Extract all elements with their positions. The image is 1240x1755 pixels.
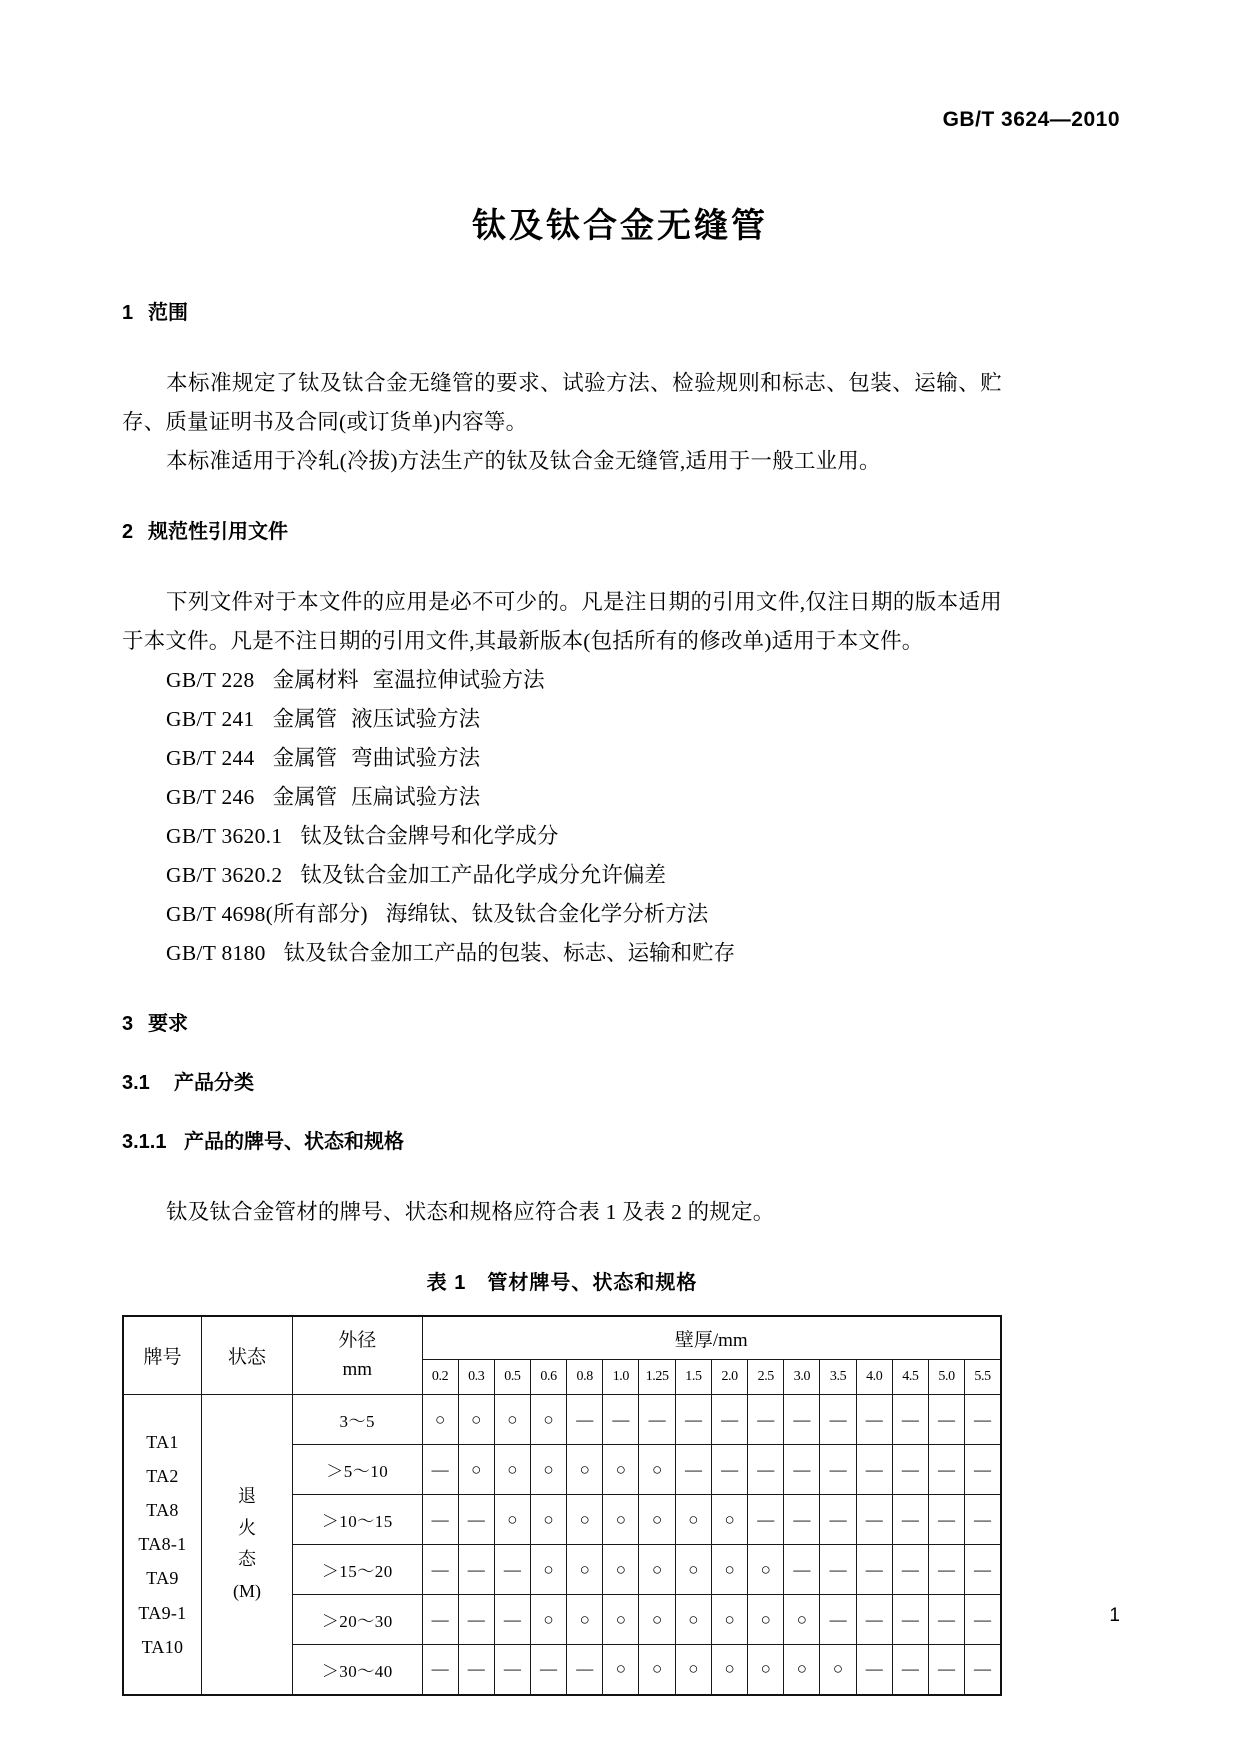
diameter-cell: ＞10～15 (293, 1495, 422, 1545)
spec-cell: — (784, 1495, 820, 1545)
spec-cell: — (494, 1545, 530, 1595)
reference-code: GB/T 3620.1 (166, 824, 283, 848)
spec-cell: — (820, 1595, 856, 1645)
spec-cell: — (567, 1395, 603, 1445)
spec-cell: ○ (712, 1495, 748, 1545)
spec-cell: — (928, 1545, 964, 1595)
spec-cell: ○ (494, 1495, 530, 1545)
spec-cell: ○ (639, 1645, 675, 1695)
list-item (122, 661, 1002, 700)
state-char: 退 (237, 1486, 256, 1507)
th-col: 1.0 (603, 1360, 639, 1395)
spec-cell: ○ (530, 1445, 566, 1495)
spec-cell: ○ (639, 1495, 675, 1545)
th-col: 0.3 (458, 1360, 494, 1395)
normative-refs-paragraph: 下列文件对于本文件的应用是必不可少的。凡是注日期的引用文件,仅注日期的版本适用于本文件。凡是不注日期的引用文件,其最新版本(包括所有的修改单)适用于本文件。 (122, 590, 1002, 653)
page-number: 1 (1109, 1605, 1120, 1626)
spec-cell: ○ (675, 1595, 711, 1645)
scope-paragraph-1: 本标准规定了钛及钛合金无缝管的要求、试验方法、检验规则和标志、包装、运输、贮存、质量证明书及合同(或订货单)内容等。 (122, 371, 1002, 434)
section-title: 范围 (148, 302, 188, 324)
spec-cell: — (748, 1495, 784, 1545)
table1-caption: 表 1 管材牌号、状态和规格 (426, 1272, 698, 1294)
diameter-cell: ＞30～40 (293, 1645, 422, 1695)
reference-name: 金属管 (272, 746, 338, 770)
spec-cell: — (748, 1445, 784, 1495)
reference-name-b: 液压试验方法 (351, 707, 481, 731)
reference-code: GB/T 4698(所有部分) (166, 902, 368, 926)
spec-cell: ○ (567, 1595, 603, 1645)
diameter-cell: 3～5 (293, 1395, 422, 1445)
spec-cell: — (820, 1495, 856, 1545)
th-col: 1.5 (675, 1360, 711, 1395)
spec-cell: ○ (530, 1395, 566, 1445)
spec-cell: ○ (712, 1595, 748, 1645)
spec-cell: ○ (639, 1595, 675, 1645)
spec-cell: — (458, 1595, 494, 1645)
spec-cell: — (820, 1445, 856, 1495)
column-header-wall-thickness: 壁厚/mm (422, 1316, 1001, 1360)
section-number: 3.1.1 (122, 1131, 167, 1153)
spec-cell: ○ (784, 1595, 820, 1645)
spec-cell: — (603, 1395, 639, 1445)
spec-cell: ○ (567, 1445, 603, 1495)
spec-cell: — (928, 1595, 964, 1645)
section-heading-grade-state-spec (122, 1125, 1002, 1154)
th-col: 3.5 (820, 1360, 856, 1395)
reference-name: 钛及钛合金牌号和化学成分 (300, 824, 559, 848)
th-col: 0.6 (530, 1360, 566, 1395)
spec-cell: ○ (567, 1495, 603, 1545)
spec-cell: — (928, 1495, 964, 1545)
spec-cell: — (675, 1445, 711, 1495)
list-item (122, 895, 1002, 934)
spec-cell: — (494, 1595, 530, 1645)
spec-cell: — (422, 1545, 458, 1595)
spec-cell: — (458, 1495, 494, 1545)
column-header-state: 状态 (201, 1316, 292, 1395)
spec-cell: — (422, 1445, 458, 1495)
reference-name-b: 室温拉伸试验方法 (372, 668, 545, 692)
section-number: 1 (122, 302, 134, 324)
grade-list-cell (123, 1395, 201, 1695)
reference-name: 金属材料 (272, 668, 359, 692)
column-header-grade: 牌号 (123, 1316, 201, 1395)
spec-cell: — (965, 1645, 1001, 1695)
document-content (122, 296, 1002, 1696)
scope-paragraph-2: 本标准适用于冷轧(冷拔)方法生产的钛及钛合金无缝管,适用于一般工业用。 (166, 449, 881, 473)
spec-cell: — (748, 1395, 784, 1445)
reference-code: GB/T 244 (166, 746, 255, 770)
spec-cell: — (712, 1395, 748, 1445)
spec-cell: — (856, 1545, 892, 1595)
spec-cell: — (892, 1445, 928, 1495)
spec-cell: ○ (567, 1545, 603, 1595)
state-char: 态 (237, 1549, 256, 1570)
spec-cell: — (856, 1495, 892, 1545)
grade-state-spec-paragraph: 钛及钛合金管材的牌号、状态和规格应符合表 1 及表 2 的规定。 (166, 1200, 775, 1224)
spec-cell: — (965, 1445, 1001, 1495)
reference-code: GB/T 246 (166, 785, 255, 809)
spec-cell: — (820, 1395, 856, 1445)
reference-name: 金属管 (272, 707, 338, 731)
spec-cell: — (784, 1445, 820, 1495)
spec-cell: ○ (458, 1395, 494, 1445)
list-item (122, 856, 1002, 895)
list-item (122, 700, 1002, 739)
list-item (122, 778, 1002, 817)
reference-name: 钛及钛合金加工产品的包装、标志、运输和贮存 (283, 941, 736, 965)
diameter-cell: ＞20～30 (293, 1595, 422, 1645)
spec-cell: — (892, 1395, 928, 1445)
spec-cell: ○ (603, 1545, 639, 1595)
spec-cell: ○ (675, 1645, 711, 1695)
spec-cell: ○ (603, 1495, 639, 1545)
grade-item: TA8 (146, 1499, 179, 1520)
spec-cell: — (856, 1395, 892, 1445)
spec-cell: ○ (675, 1545, 711, 1595)
section-heading-requirements (122, 1007, 1002, 1036)
spec-cell: — (422, 1595, 458, 1645)
spec-cell: ○ (712, 1645, 748, 1695)
reference-name: 钛及钛合金加工产品化学成分允许偏差 (300, 863, 666, 887)
th-col: 2.0 (712, 1360, 748, 1395)
spec-cell: ○ (748, 1595, 784, 1645)
spec-cell: — (928, 1445, 964, 1495)
spec-cell: ○ (639, 1545, 675, 1595)
th-col: 5.5 (965, 1360, 1001, 1395)
th-col: 5.0 (928, 1360, 964, 1395)
state-char: 火 (237, 1517, 256, 1538)
list-item (122, 817, 1002, 856)
th-col: 0.8 (567, 1360, 603, 1395)
spec-cell: — (567, 1645, 603, 1695)
spec-cell: ○ (603, 1595, 639, 1645)
spec-cell: — (820, 1545, 856, 1595)
grade-item: TA9-1 (138, 1602, 187, 1623)
table-row (123, 1395, 1001, 1445)
spec-cell: — (458, 1545, 494, 1595)
grade-item: TA2 (146, 1465, 179, 1486)
spec-cell: ○ (422, 1395, 458, 1445)
list-item (122, 934, 1002, 973)
grade-item: TA1 (146, 1431, 179, 1452)
spec-cell: ○ (530, 1495, 566, 1545)
th-col: 2.5 (748, 1360, 784, 1395)
table1-body (123, 1395, 1001, 1695)
spec-cell: — (965, 1545, 1001, 1595)
grade-item: TA9 (146, 1568, 179, 1589)
th-col: 0.2 (422, 1360, 458, 1395)
spec-cell: — (892, 1495, 928, 1545)
section-heading-scope (122, 296, 1002, 325)
spec-cell: — (712, 1445, 748, 1495)
spec-cell: — (965, 1595, 1001, 1645)
state-char: (M) (232, 1580, 261, 1601)
spec-cell: — (530, 1645, 566, 1695)
spec-cell: — (856, 1445, 892, 1495)
section-title: 产品的牌号、状态和规格 (184, 1131, 404, 1153)
spec-cell: ○ (603, 1445, 639, 1495)
section-number: 3 (122, 1013, 134, 1035)
spec-cell: — (965, 1495, 1001, 1545)
th-col: 4.0 (856, 1360, 892, 1395)
spec-cell: — (928, 1395, 964, 1445)
reference-code: GB/T 228 (166, 668, 255, 692)
spec-cell: — (784, 1545, 820, 1595)
grade-item: TA8-1 (138, 1534, 187, 1555)
spec-cell: — (494, 1645, 530, 1695)
reference-name: 金属管 (272, 785, 338, 809)
spec-cell: ○ (530, 1595, 566, 1645)
document-title: 钛及钛合金无缝管 (472, 206, 768, 246)
reference-code: GB/T 241 (166, 707, 255, 731)
grade-item: TA10 (141, 1636, 184, 1657)
table-header-row-1 (123, 1316, 1001, 1360)
standard-code-header: GB/T 3624—2010 (942, 108, 1120, 131)
diameter-cell: ＞15～20 (293, 1545, 422, 1595)
spec-cell: ○ (748, 1545, 784, 1595)
outer-diameter-unit: mm (342, 1358, 373, 1380)
reference-name-b: 弯曲试验方法 (351, 746, 481, 770)
th-col: 4.5 (892, 1360, 928, 1395)
spec-cell: — (856, 1595, 892, 1645)
spec-cell: — (965, 1395, 1001, 1445)
reference-name-b: 压扁试验方法 (351, 785, 481, 809)
spec-cell: — (458, 1645, 494, 1695)
spec-cell: — (892, 1545, 928, 1595)
section-heading-normative-refs (122, 515, 1002, 544)
table1-head (123, 1316, 1001, 1395)
spec-cell: — (784, 1395, 820, 1445)
spec-cell: ○ (639, 1445, 675, 1495)
th-col: 0.5 (494, 1360, 530, 1395)
section-number: 3.1 (122, 1072, 150, 1094)
spec-cell: ○ (603, 1645, 639, 1695)
table1-wrapper (122, 1315, 1002, 1696)
th-col: 1.25 (639, 1360, 675, 1395)
spec-cell: ○ (820, 1645, 856, 1695)
reference-code: GB/T 8180 (166, 941, 266, 965)
spec-cell: ○ (712, 1545, 748, 1595)
section-number: 2 (122, 521, 134, 543)
section-title: 规范性引用文件 (148, 521, 288, 543)
spec-cell: ○ (458, 1445, 494, 1495)
reference-name: 海绵钛、钛及钛合金化学分析方法 (385, 902, 709, 926)
spec-cell: — (675, 1395, 711, 1445)
diameter-cell: ＞5～10 (293, 1445, 422, 1495)
spec-cell: — (422, 1495, 458, 1545)
spec-cell: — (639, 1395, 675, 1445)
spec-cell: ○ (675, 1495, 711, 1545)
spec-cell: ○ (494, 1445, 530, 1495)
outer-diameter-label: 外径 (338, 1330, 377, 1351)
spec-cell: — (892, 1645, 928, 1695)
spec-cell: ○ (494, 1395, 530, 1445)
list-item (122, 739, 1002, 778)
spec-cell: — (928, 1645, 964, 1695)
th-col: 3.0 (784, 1360, 820, 1395)
normative-references-list (122, 661, 1002, 973)
spec-cell: — (856, 1645, 892, 1695)
state-cell (201, 1395, 292, 1695)
spec-cell: ○ (748, 1645, 784, 1695)
spec-cell: ○ (530, 1545, 566, 1595)
reference-code: GB/T 3620.2 (166, 863, 283, 887)
table1-spec (122, 1315, 1002, 1696)
section-title: 要求 (148, 1013, 188, 1035)
spec-cell: ○ (784, 1645, 820, 1695)
section-title: 产品分类 (174, 1072, 254, 1094)
section-heading-product-class (122, 1066, 1002, 1095)
spec-cell: — (892, 1595, 928, 1645)
column-header-outer-diameter (293, 1316, 422, 1395)
spec-cell: — (422, 1645, 458, 1695)
